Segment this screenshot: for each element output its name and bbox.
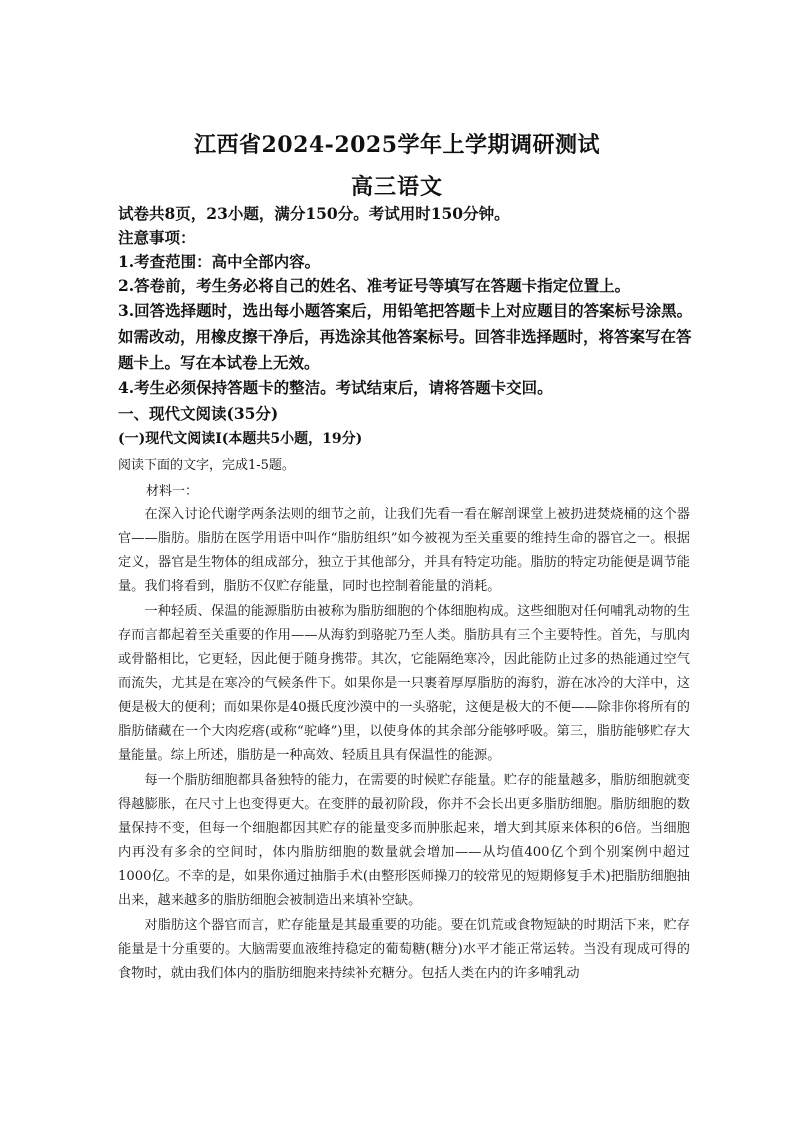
exam-title: 江西省2024-2025学年上学期调研测试	[193, 132, 601, 158]
reading-passage	[118, 503, 690, 987]
notes-item-4: 4.考生必须保持答题卡的整洁。考试结束后，请将答题卡交回。	[118, 378, 553, 397]
notes-item-1: 1.考查范围：高中全部内容。	[118, 252, 321, 271]
material-label: 材料一：	[146, 484, 199, 499]
exam-subject: 高三语文	[350, 174, 443, 200]
exam-notes	[118, 202, 698, 400]
exam-summary: 试卷共8页，23小题，满分150分。考试用时150分钟。	[118, 204, 510, 223]
section-subheading: (一)现代文阅读Ⅰ(本题共5小题，19分)	[118, 431, 363, 447]
passage-paragraph-1: 在深入讨论代谢学两条法则的细节之前，让我们先看一看在解剖课堂上被扔进焚烧桶的这个器官——脂肪。脂肪在医学用语中叫作“脂肪组织”如今被视为至关重要的维持生命的器官之一。根据定义，器官是生物体的组成部分，独立于其他部分，并具有特定功能。脂肪的特定功能便是调节能量。我们将看到，脂肪不仅贮存能量，同时也控制着能量的消耗。	[118, 507, 690, 594]
notes-heading: 注意事项：	[118, 228, 196, 247]
passage-paragraph-2: 一种轻质、保温的能源脂肪由被称为脂肪细胞的个体细胞构成。这些细胞对任何哺乳动物的生存而言都起着至关重要的作用——从海豹到骆驼乃至人类。脂肪具有三个主要特性。首先，与肌肉或骨骼相比，它更轻，因此便于随身携带。其次，它能隔绝寒冷，因此能防止过多的热能通过空气而流失，尤其是在寒冷的气候条件下。如果你是一只裹着厚厚脂肪的海豹，游在冰冷的大洋中，这便是极大的便利；而如果你是40摄氏度沙漠中的一头骆驼，这便是极大的不便——除非你将所有的脂肪储藏在一个大肉疙瘩(或称“驼峰”)里，以使身体的其余部分能够呼吸。第三，脂肪能够贮存大量能量。综上所述，脂肪是一种高效、轻质且具有保温性的能源。	[118, 604, 690, 763]
passage-paragraph-4: 对脂肪这个器官而言，贮存能量是其最重要的功能。要在饥荒或食物短缺的时期活下来，贮存能量是十分重要的。大脑需要血液维持稳定的葡萄糖(糖分)水平才能正常运转。当没有现成可得的食物时，就由我们体内的脂肪细胞来持续补充糖分。包括人类在内的许多哺乳动	[118, 918, 690, 981]
notes-item-2: 2.答卷前，考生务必将自己的姓名、准考证号等填写在答题卡指定位置上。	[118, 276, 631, 295]
notes-item-3: 3.回答选择题时，选出每小题答案后，用铅笔把答题卡上对应题目的答案标号涂黑。如需改动，用橡皮擦干净后，再选涂其他答案标号。回答非选择题时，将答案写在答题卡上。写在本试卷上无效。	[118, 301, 693, 372]
section-heading: 一、现代文阅读(35分)	[118, 404, 279, 423]
reading-instruction: 阅读下面的文字，完成1-5题。	[118, 458, 295, 473]
passage-paragraph-3: 每一个脂肪细胞都具备独特的能力，在需要的时候贮存能量。贮存的能量越多，脂肪细胞就变得越膨胀，在尺寸上也变得更大。在变胖的最初阶段，你并不会长出更多脂肪细胞。脂肪细胞的数量保持不变，但每一个细胞都因其贮存的能量变多而肿胀起来，增大到其原来体积的6倍。当细胞内再没有多余的空间时，体内脂肪细胞的数量就会增加——从均值400亿个到个别案例中超过1000亿。不幸的是，如果你通过抽脂手术(由整形医师操刀的较常见的短期修复手术)把脂肪细胞抽出来，越来越多的脂肪细胞会被制造出来填补空缺。	[118, 773, 690, 908]
